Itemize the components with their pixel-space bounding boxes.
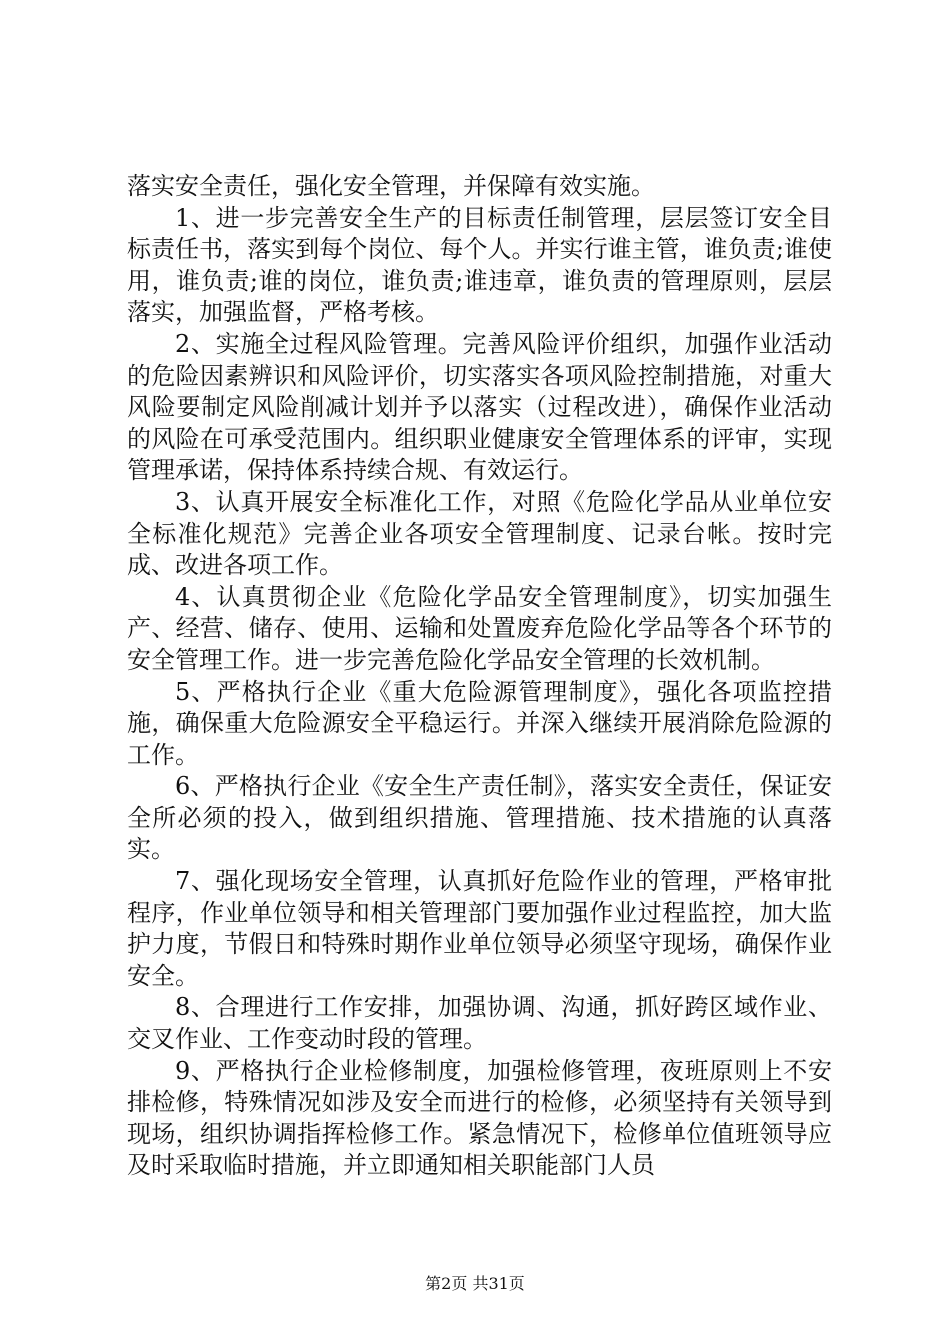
document-body (127, 171, 832, 1182)
paragraph-item-9: 9、严格执行企业检修制度，加强检修管理，夜班原则上不安排检修，特殊情况如涉及安全而进行的检修，必须坚持有关领导到现场，组织协调指挥检修工作。紧急情况下，检修单位值班领导应及时采取临时措施，并立即通知相关职能部门人员 (127, 1056, 832, 1180)
paragraph-item-6: 6、严格执行企业《安全生产责任制》，落实安全责任，保证安全所必须的投入，做到组织措施、管理措施、技术措施的认真落实。 (127, 772, 832, 864)
paragraph-item-4: 4、认真贯彻企业《危险化学品安全管理制度》，切实加强生产、经营、储存、使用、运输和处置废弃危险化学品等各个环节的安全管理工作。进一步完善危险化学品安全管理的长效机制。 (127, 582, 832, 674)
page-number-footer: 第2页 共31页 (425, 1274, 525, 1293)
paragraph-item-1: 1、进一步完善安全生产的目标责任制管理，层层签订安全目标责任书，落实到每个岗位、每个人。并实行谁主管，谁负责;谁使用，谁负责;谁的岗位，谁负责;谁违章，谁负责的管理原则，层层落实，加强监督，严格考核。 (127, 203, 832, 327)
paragraph-item-7: 7、强化现场安全管理，认真抓好危险作业的管理，严格审批程序，作业单位领导和相关管理部门要加强作业过程监控，加大监护力度，节假日和特殊时期作业单位领导必须坚守现场，确保作业安全。 (127, 867, 832, 990)
paragraph-item-2: 2、实施全过程风险管理。完善风险评价组织，加强作业活动的危险因素辨识和风险评价，切实落实各项风险控制措施，对重大风险要制定风险削减计划并予以落实（过程改进），确保作业活动的风险在可承受范围内。组织职业健康安全管理体系的评审，实现管理承诺，保持体系持续合规、有效运行。 (127, 329, 832, 485)
paragraph-item-3: 3、认真开展安全标准化工作，对照《危险化学品从业单位安全标准化规范》完善企业各项安全管理制度、记录台帐。按时完成、改进各项工作。 (127, 487, 832, 580)
paragraph-item-5: 5、严格执行企业《重大危险源管理制度》，强化各项监控措施，确保重大危险源安全平稳运行。并深入继续开展消除危险源的工作。 (127, 677, 832, 769)
paragraph-continuation: 落实安全责任，强化安全管理，并保障有效实施。 (127, 172, 655, 200)
paragraph-item-8: 8、合理进行工作安排，加强协调、沟通，抓好跨区域作业、交叉作业、工作变动时段的管理。 (127, 993, 832, 1054)
